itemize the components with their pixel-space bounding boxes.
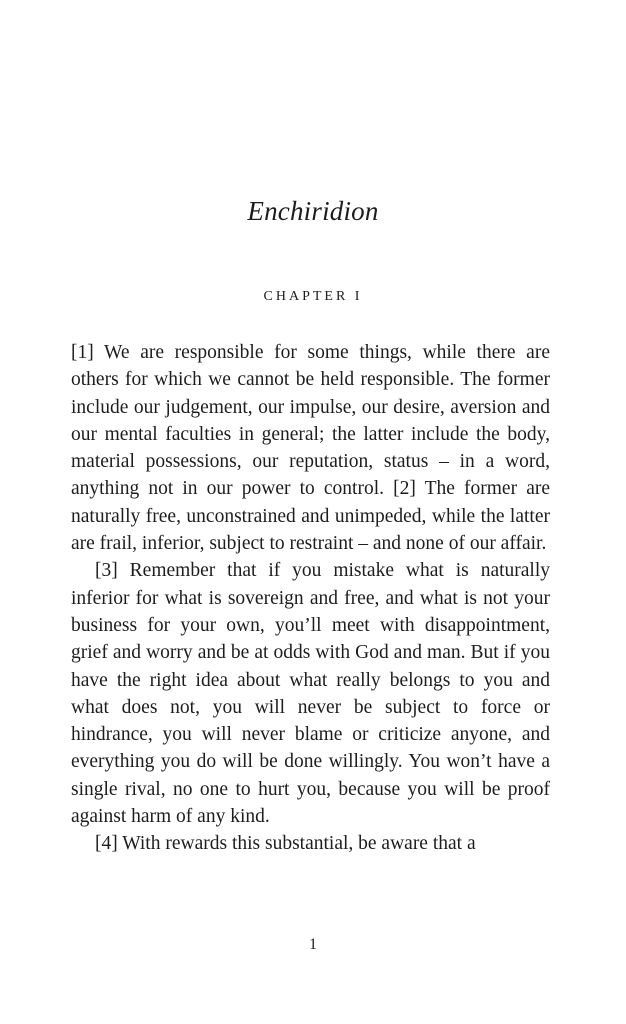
paragraph-3: [4] With rewards this substantial, be aware that a <box>95 833 476 855</box>
paragraph-1: [1] We are responsible for some things, while there are others for which we cannot be held responsible. The former include our judgement, our impulse, our desire, aversion and our mental faculties in general; the latter include the body, material possessions, our reputation, status – in a word, anything not in our power to control. [2] The former are naturally free, unconstrained and unimpeded, while the latter are frail, inferior, subject to restraint – and none of our affair. <box>71 342 550 555</box>
paragraph-2: [3] Remember that if you mistake what is naturally inferior for what is sovereign and free, and what is not your business for your own, you’ll meet with disappointment, grief and worry and be at odds with God and man. But if you have the right idea about what really belongs to you and what does not, you will never be subject to force or hindrance, you will never blame or criticize anyone, and everything you do will be done willingly. You won’t have a single rival, no one to hurt you, because you will be proof against harm of any kind. <box>71 560 550 828</box>
book-title: Enchiridion <box>247 196 379 226</box>
chapter-heading: CHAPTER I <box>263 289 363 304</box>
page-number: 1 <box>309 936 317 953</box>
body-text <box>71 339 550 858</box>
